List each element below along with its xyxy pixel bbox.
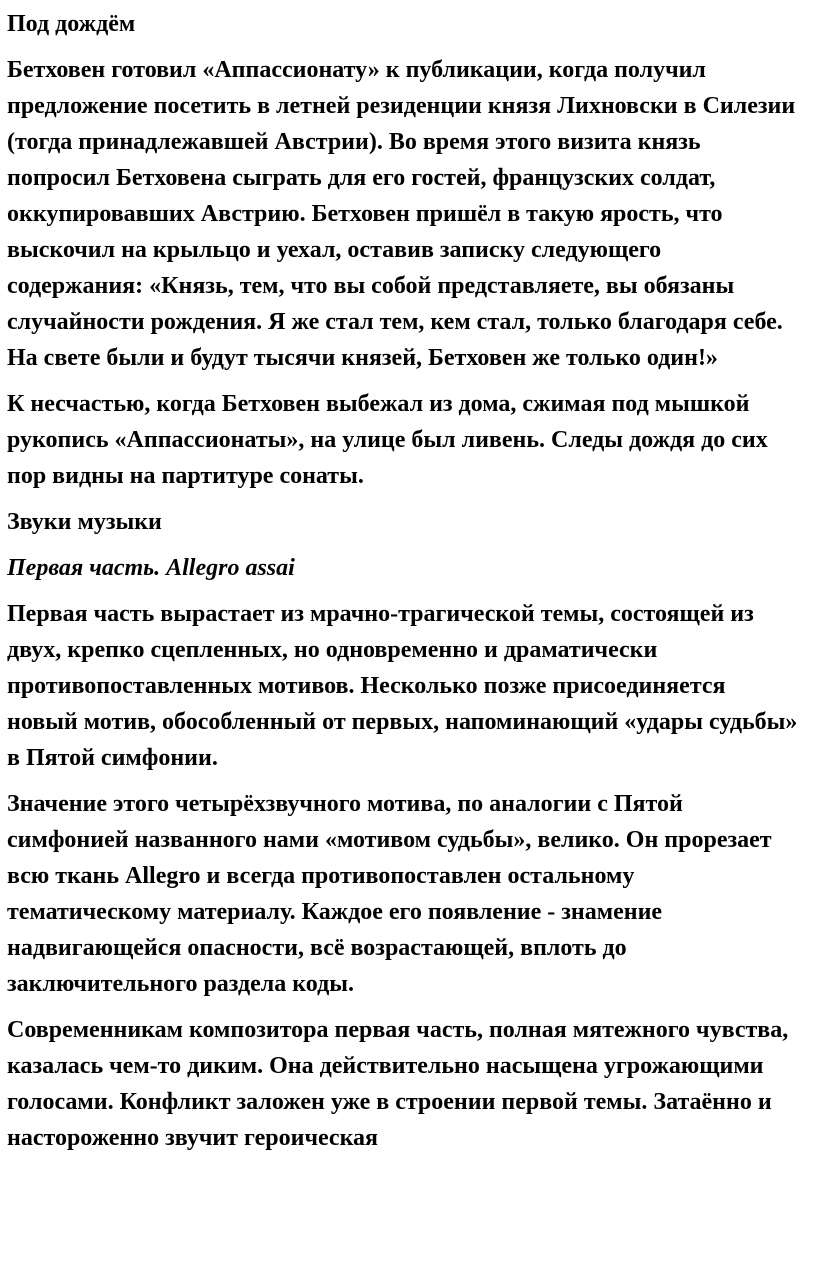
heading-sounds-of-music: Звуки музыки: [7, 509, 162, 535]
paragraph-rain-manuscript: К несчастью, когда Бетховен выбежал из дома, сжимая под мышкой рукопись «Аппассионаты», на улице был ливень. Следы дождя до сих пор видны на партитуре сонаты.: [7, 391, 768, 489]
heading-first-movement: Первая часть. Allegro assai: [7, 555, 295, 581]
paragraph-fate-motif: Значение этого четырёхзвучного мотива, по аналогии с Пятой симфонией названного нами «мотивом судьбы», велико. Он прорезает всю ткань Allegro и всегда противопоставлен остальному тематическому материалу. Каждое его появление - знамение надвигающейся опасности, всё возрастающей, вплоть до заключительного раздела коды.: [7, 791, 772, 997]
paragraph-beethoven-visit: Бетховен готовил «Аппассионату» к публикации, когда получил предложение посетить в летней резиденции князя Лихновски в Силезии (тогда принадлежавшей Австрии). Во время этого визита князь попросил Бетховена сыграть для его гостей, французских солдат, оккупировавших Австрию. Бетховен пришёл в такую ярость, что выскочил на крыльцо и уехал, оставив записку следующего содержания: «Князь, тем, что вы собой представляете, вы обязаны случайности рождения. Я же стал тем, кем стал, только благодаря себе. На свете были и будут тысячи князей, Бетховен же только один!»: [7, 57, 796, 371]
paragraph-contemporaries: Современникам композитора первая часть, полная мятежного чувства, казалась чем-то диким. Она действительно насыщена угрожающими голосами. Конфликт заложен уже в строении первой темы. Затаённо и настороженно звучит героическая: [7, 1017, 789, 1151]
heading-rain: Под дождём: [7, 11, 136, 37]
paragraph-first-movement-theme: Первая часть вырастает из мрачно-трагической темы, состоящей из двух, крепко сцепленных, но одновременно и драматически противопоставленных мотивов. Несколько позже присоединяется новый мотив, обособленный от первых, напоминающий «удары судьбы» в Пятой симфонии.: [7, 601, 798, 771]
